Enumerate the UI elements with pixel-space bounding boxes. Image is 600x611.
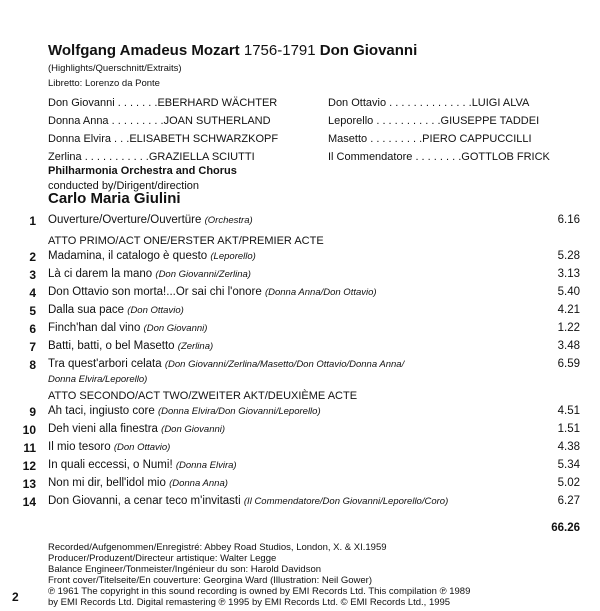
track-text xyxy=(48,423,225,435)
track-roles: (Donna Anna) xyxy=(169,478,228,489)
cast-singer: GRAZIELLA SCIUTTI xyxy=(148,151,255,163)
track-number: 2 xyxy=(29,250,36,264)
cast-dots: . . . . . . . . . xyxy=(111,115,164,127)
credit-line-hidden: by EMI Records Ltd. Digital remastering ℗ 1995 by EMI Records Ltd. © EMI Records Ltd., 1995 xyxy=(48,597,451,608)
credit-line: Producer/Produzent/Directeur artistique: Walter Legge xyxy=(48,553,277,564)
track-text xyxy=(48,322,207,334)
page-title xyxy=(48,42,417,59)
track-duration: 5.02 xyxy=(557,477,580,489)
cast-singer: GIUSEPPE TADDEI xyxy=(440,115,540,127)
track-row xyxy=(0,477,600,497)
cast-singer: ELISABETH SCHWARZKOPF xyxy=(129,133,279,145)
cast-dots: . . . . . . . . . . . xyxy=(84,151,149,163)
cast-dots: . . . . . . . . xyxy=(415,151,462,163)
track-row xyxy=(0,322,600,342)
track-row xyxy=(0,441,600,461)
track-text xyxy=(48,304,184,316)
track-text xyxy=(48,250,256,262)
track-text xyxy=(48,405,321,417)
track-duration: 4.51 xyxy=(557,405,580,417)
track-duration: 1.51 xyxy=(557,423,580,435)
cast-singer: JOAN SUTHERLAND xyxy=(163,115,271,127)
cast-entry xyxy=(48,151,255,163)
track-title: Ah taci, ingiusto core xyxy=(48,405,155,417)
track-roles: (Don Ottavio) xyxy=(127,305,184,316)
track-duration: 4.21 xyxy=(557,304,580,316)
track-row xyxy=(0,268,600,288)
track-text xyxy=(48,441,170,453)
composer-name: Wolfgang Amadeus Mozart xyxy=(48,42,240,59)
track-roles: (Don Ottavio) xyxy=(113,442,171,453)
track-duration: 3.13 xyxy=(557,268,580,280)
credit-line: Recorded/Aufgenommen/Enregistré: Abbey Road Studios, London, X. & XI.1959 xyxy=(48,542,387,553)
cast-dots: . . . xyxy=(114,133,130,145)
track-title: Don Ottavio son morta!...Or sai chi l'onore xyxy=(48,286,262,298)
track-number: 1 xyxy=(29,214,36,228)
track-title: Madamina, il catalogo è questo xyxy=(48,250,208,262)
track-number: 9 xyxy=(29,405,36,419)
cast-role: Masetto xyxy=(328,133,368,145)
conducted-by-label: conducted by/Dirigent/direction xyxy=(48,180,200,192)
track-duration: 5.34 xyxy=(557,459,580,471)
track-title: Tra quest'arbori celata xyxy=(48,358,162,370)
track-number: 10 xyxy=(22,423,36,437)
cast-dots: . . . . . . . . . xyxy=(370,133,423,145)
opera-title: Don Giovanni xyxy=(319,42,418,59)
track-roles: (Donna Anna/Don Ottavio) xyxy=(264,287,377,298)
track-text xyxy=(48,214,253,226)
track-duration: 1.22 xyxy=(557,322,580,334)
conductor-name: Carlo Maria Giulini xyxy=(48,190,181,207)
cast-entry xyxy=(48,133,278,145)
track-number: 13 xyxy=(22,477,36,491)
track-duration: 6.27 xyxy=(557,495,580,507)
track-number: 6 xyxy=(29,322,36,336)
track-title: Là ci darem la mano xyxy=(48,268,153,280)
track-text xyxy=(48,459,237,471)
track-roles: (Don Giovanni) xyxy=(143,323,208,334)
track-roles: (Don Giovanni/Zerlina/Masetto/Don Ottavio/Donna Anna/ xyxy=(164,359,405,370)
cast-role: Donna Anna xyxy=(48,115,109,127)
track-title: Non mi dir, bell'idol mio xyxy=(48,477,166,489)
track-text xyxy=(48,340,213,352)
track-title: Don Giovanni, a cenar teco m'invitasti xyxy=(48,495,241,507)
track-number: 14 xyxy=(22,495,36,509)
track-roles: (Donna Elvira) xyxy=(175,460,237,471)
track-roles-continued: Donna Elvira/Leporello) xyxy=(48,374,148,385)
cast-singer: LUIGI ALVA xyxy=(471,97,530,109)
track-roles: (Don Giovanni) xyxy=(161,424,226,435)
track-text xyxy=(48,477,228,489)
cast-role: Leporello xyxy=(328,115,374,127)
track-number: 7 xyxy=(29,340,36,354)
cast-entry xyxy=(328,115,539,127)
highlights-note: (Highlights/Querschnitt/Extraits) xyxy=(48,63,182,74)
track-roles: (Il Commendatore/Don Giovanni/Leporello/Coro) xyxy=(243,496,449,507)
track-title: Il mio tesoro xyxy=(48,441,111,453)
cast-singer: PIERO CAPPUCCILLI xyxy=(422,133,532,145)
cast-entry xyxy=(328,97,529,109)
cast-role: Don Giovanni xyxy=(48,97,115,109)
credit-line: Balance Engineer/Tonmeister/Ingénieur du son: Harold Davidson xyxy=(48,564,322,575)
track-text xyxy=(48,495,448,507)
track-row xyxy=(0,340,600,360)
track-text xyxy=(48,268,251,280)
cast-singer: EBERHARD WÄCHTER xyxy=(157,97,278,109)
libretto-credit: Libretto: Lorenzo da Ponte xyxy=(48,78,160,89)
cast-entry xyxy=(328,151,550,163)
cast-dots: . . . . . . . . . . . xyxy=(376,115,441,127)
cast-role: Zerlina xyxy=(48,151,82,163)
cast-role: Donna Elvira xyxy=(48,133,111,145)
track-duration: 3.48 xyxy=(557,340,580,352)
track-roles: (Don Giovanni/Zerlina) xyxy=(155,269,251,280)
track-duration: 6.16 xyxy=(557,214,580,226)
track-title: Deh vieni alla finestra xyxy=(48,423,158,435)
track-title: Batti, batti, o bel Masetto xyxy=(48,340,175,352)
track-number: 4 xyxy=(29,286,36,300)
track-row xyxy=(0,286,600,306)
track-roles: (Zerlina) xyxy=(177,341,214,352)
track-row xyxy=(0,459,600,479)
track-text xyxy=(48,286,377,298)
track-roles: (Orchestra) xyxy=(204,215,253,226)
track-row xyxy=(0,214,600,234)
track-row xyxy=(0,250,600,270)
track-title: Finch'han dal vino xyxy=(48,322,141,334)
track-text xyxy=(48,358,404,370)
cast-dots: . . . . . . . xyxy=(117,97,158,109)
cast-entry xyxy=(48,97,277,109)
track-row xyxy=(0,405,600,425)
orchestra-credit: Philharmonia Orchestra and Chorus xyxy=(48,165,237,177)
track-duration: 6.59 xyxy=(557,358,580,370)
track-number: 3 xyxy=(29,268,36,282)
track-duration: 5.28 xyxy=(557,250,580,262)
cast-singer: GOTTLOB FRICK xyxy=(461,151,550,163)
act-one-heading: ATTO PRIMO/ACT ONE/ERSTER AKT/PREMIER ACTE xyxy=(48,235,324,247)
act-two-heading: ATTO SECONDO/ACT TWO/ZWEITER AKT/DEUXIÈME ACTE xyxy=(48,390,358,402)
track-number: 5 xyxy=(29,304,36,318)
track-duration: 4.38 xyxy=(557,441,580,453)
track-row xyxy=(0,304,600,324)
credit-line: Front cover/Titelseite/En couverture: Georgina Ward (Illustration: Neil Gower) xyxy=(48,575,372,586)
track-row xyxy=(0,495,600,515)
page-number: 2 xyxy=(12,590,19,604)
cast-entry xyxy=(328,133,532,145)
track-number: 11 xyxy=(23,441,36,455)
total-duration: 66.26 xyxy=(551,522,580,534)
track-roles: (Donna Elvira/Don Giovanni/Leporello) xyxy=(157,406,321,417)
cast-role: Il Commendatore xyxy=(328,151,413,163)
track-duration: 5.40 xyxy=(557,286,580,298)
track-roles: (Leporello) xyxy=(210,251,256,262)
track-number: 8 xyxy=(29,358,36,372)
cast-dots: . . . . . . . . . . . . . . xyxy=(389,97,472,109)
track-title: Ouverture/Overture/Ouvertüre xyxy=(48,214,202,226)
track-number: 12 xyxy=(22,459,36,473)
cast-entry xyxy=(48,115,271,127)
track-title: Dalla sua pace xyxy=(48,304,125,316)
credit-line: ℗ 1961 The copyright in this sound recording is owned by EMI Records Ltd. This compilation ℗ 1989 xyxy=(48,586,471,597)
track-title: In quali eccessi, o Numi! xyxy=(48,459,173,471)
composer-years: 1756-1791 xyxy=(243,42,316,59)
cast-role: Don Ottavio xyxy=(328,97,387,109)
track-row xyxy=(0,423,600,443)
